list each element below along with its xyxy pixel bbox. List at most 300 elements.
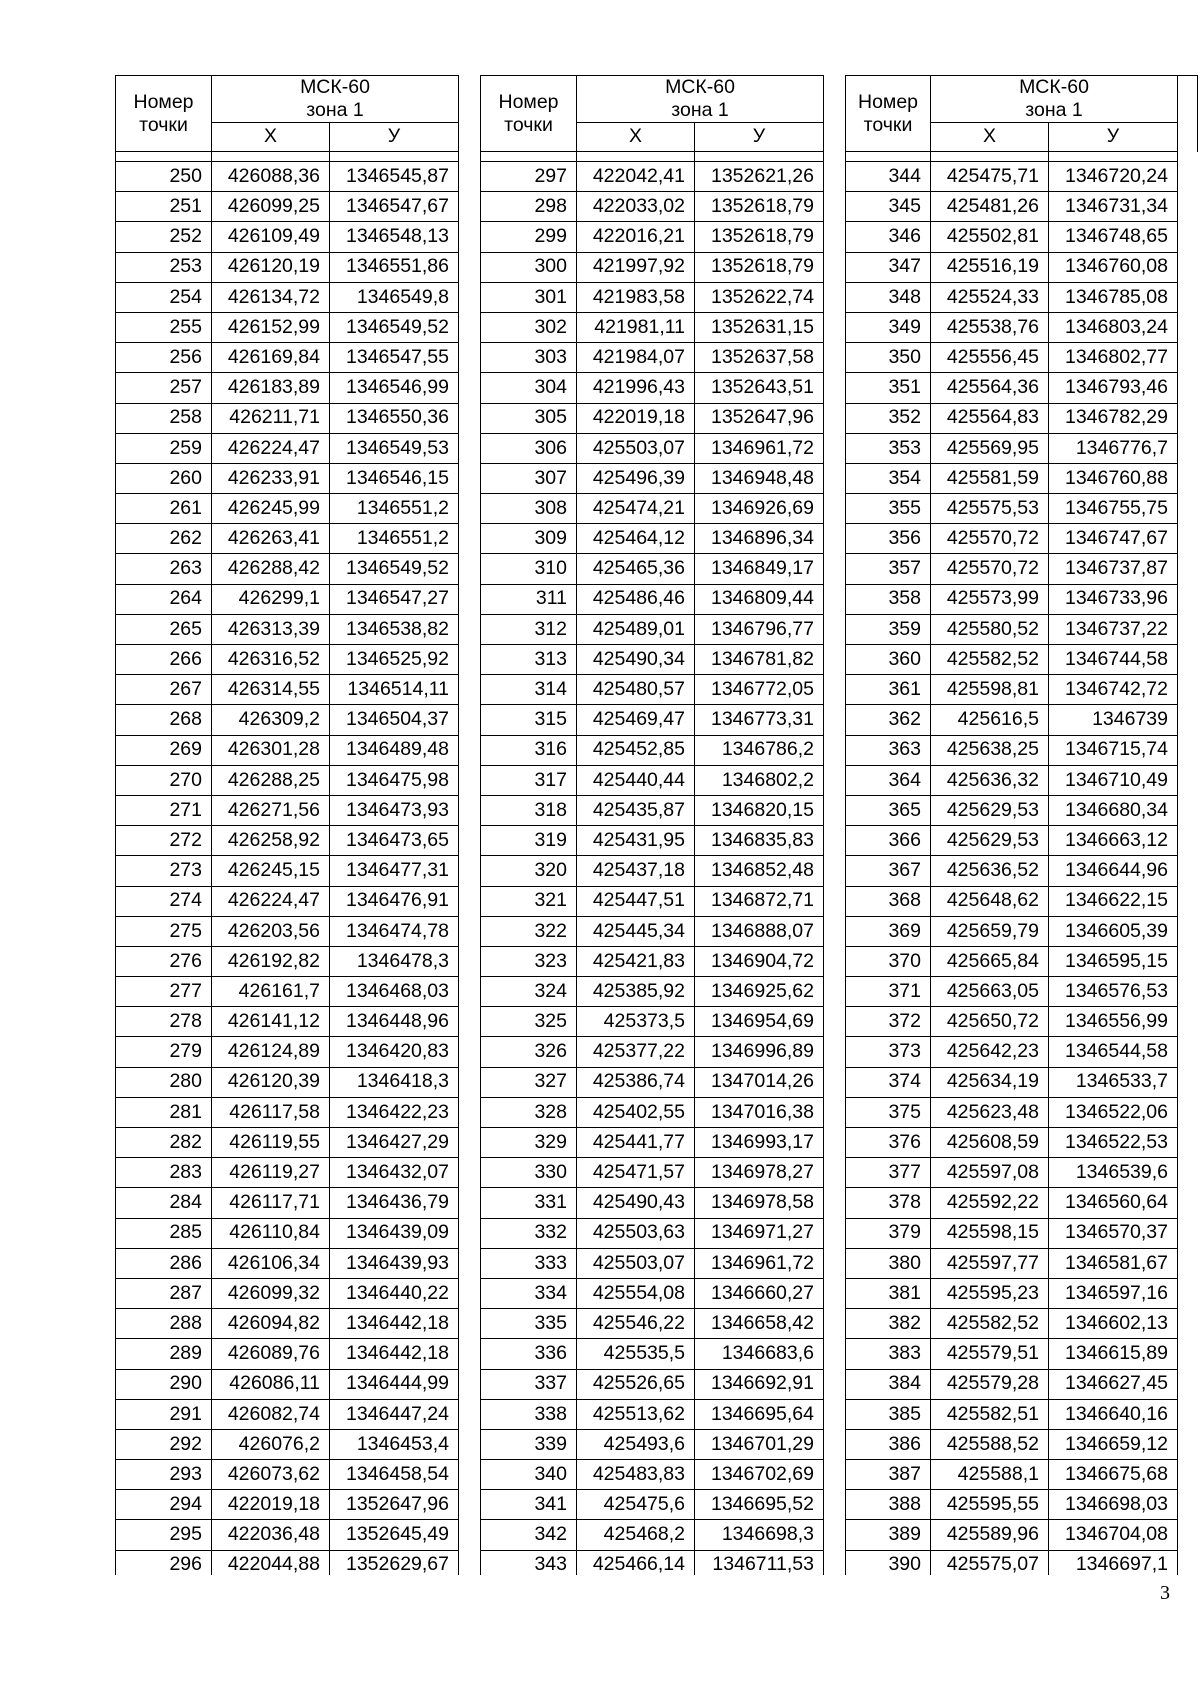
- table-row: [846, 1218, 1198, 1248]
- point-number-cell: 272: [116, 826, 212, 856]
- point-number-cell: 334: [481, 1278, 577, 1308]
- point-number-cell: 372: [846, 1007, 931, 1037]
- x-coordinate-cell: 425598,15: [931, 1218, 1049, 1248]
- table-row: [846, 162, 1198, 192]
- table-row: [481, 735, 824, 765]
- x-coordinate-cell: 426263,41: [212, 524, 330, 554]
- y-coordinate-cell: 1352618,79: [695, 192, 824, 222]
- point-number-cell: 267: [116, 675, 212, 705]
- table-row: [481, 312, 824, 342]
- y-coordinate-cell: 1352622,74: [695, 282, 824, 312]
- y-coordinate-cell: 1346576,53: [1049, 977, 1178, 1007]
- point-number-cell: 269: [116, 735, 212, 765]
- table-row: [116, 1067, 459, 1097]
- x-coordinate-cell: 425616,5: [931, 705, 1049, 735]
- x-coordinate-cell: 426161,7: [212, 977, 330, 1007]
- x-coordinate-cell: 425595,55: [931, 1490, 1049, 1520]
- y-coordinate-cell: 1352629,67: [330, 1550, 459, 1575]
- y-coordinate-cell: 1346442,18: [330, 1339, 459, 1369]
- table-row: [846, 1369, 1198, 1399]
- point-number-cell: 336: [481, 1339, 577, 1369]
- table-row: [481, 1037, 824, 1067]
- table-row: [116, 1369, 459, 1399]
- x-coordinate-cell: 425538,76: [931, 312, 1049, 342]
- table-row: [116, 282, 459, 312]
- x-coordinate-cell: 426099,25: [212, 192, 330, 222]
- x-coordinate-cell: 426211,71: [212, 403, 330, 433]
- table-row: [481, 192, 824, 222]
- table-row: [116, 1128, 459, 1158]
- x-coordinate-cell: 425486,46: [577, 584, 695, 614]
- x-coordinate-cell: 421983,58: [577, 282, 695, 312]
- x-coordinate-cell: 425546,22: [577, 1309, 695, 1339]
- x-coordinate-cell: 426109,49: [212, 222, 330, 252]
- table-header: [846, 76, 1198, 162]
- table-row: [116, 645, 459, 675]
- y-coordinate-cell: 1352631,15: [695, 312, 824, 342]
- table-row: [116, 433, 459, 463]
- y-coordinate-cell: 1346776,7: [1049, 433, 1178, 463]
- table-row: [116, 1188, 459, 1218]
- point-number-cell: 255: [116, 312, 212, 342]
- y-coordinate-cell: 1346427,29: [330, 1128, 459, 1158]
- point-number-cell: 261: [116, 494, 212, 524]
- y-coordinate-cell: 1346544,58: [1049, 1037, 1178, 1067]
- x-coordinate-cell: 425579,28: [931, 1369, 1049, 1399]
- point-number-cell: 290: [116, 1369, 212, 1399]
- point-number-cell: 301: [481, 282, 577, 312]
- x-coordinate-cell: 425608,59: [931, 1128, 1049, 1158]
- point-number-cell: 325: [481, 1007, 577, 1037]
- x-column-header: X: [931, 123, 1049, 152]
- table-row: [481, 1067, 824, 1097]
- point-number-cell: 386: [846, 1429, 931, 1459]
- table-row: [481, 343, 824, 373]
- x-coordinate-cell: 425503,07: [577, 1248, 695, 1278]
- point-number-cell: 319: [481, 826, 577, 856]
- x-coordinate-cell: 425524,33: [931, 282, 1049, 312]
- point-number-cell: 342: [481, 1520, 577, 1550]
- table-row: [481, 977, 824, 1007]
- point-number-cell: 352: [846, 403, 931, 433]
- x-coordinate-cell: 425581,59: [931, 463, 1049, 493]
- table-row: [116, 1158, 459, 1188]
- y-coordinate-cell: 1346549,52: [330, 554, 459, 584]
- y-coordinate-cell: 1346748,65: [1049, 222, 1178, 252]
- point-number-cell: 370: [846, 946, 931, 976]
- x-coordinate-cell: 425513,62: [577, 1399, 695, 1429]
- x-coordinate-cell: 426117,58: [212, 1097, 330, 1127]
- y-coordinate-cell: 1346680,34: [1049, 795, 1178, 825]
- y-coordinate-cell: 1346820,15: [695, 795, 824, 825]
- y-coordinate-cell: 1346468,03: [330, 977, 459, 1007]
- point-number-cell: 306: [481, 433, 577, 463]
- point-number-cell: 262: [116, 524, 212, 554]
- point-number-cell: 275: [116, 916, 212, 946]
- x-coordinate-cell: 426076,2: [212, 1429, 330, 1459]
- y-coordinate-cell: 1346809,44: [695, 584, 824, 614]
- table-row: [846, 1188, 1198, 1218]
- x-coordinate-cell: 426082,74: [212, 1399, 330, 1429]
- y-coordinate-cell: 1346549,52: [330, 312, 459, 342]
- table-row: [846, 524, 1198, 554]
- x-coordinate-cell: 426141,12: [212, 1007, 330, 1037]
- y-coordinate-cell: 1346533,7: [1049, 1067, 1178, 1097]
- x-coordinate-cell: 426288,25: [212, 765, 330, 795]
- table-row: [481, 524, 824, 554]
- x-coordinate-cell: 425469,47: [577, 705, 695, 735]
- y-coordinate-cell: 1346547,27: [330, 584, 459, 614]
- table-row: [846, 856, 1198, 886]
- y-coordinate-cell: 1346704,08: [1049, 1520, 1178, 1550]
- y-coordinate-cell: 1346473,65: [330, 826, 459, 856]
- point-number-cell: 294: [116, 1490, 212, 1520]
- table-row: [846, 705, 1198, 735]
- point-number-cell: 389: [846, 1520, 931, 1550]
- y-coordinate-cell: 1346793,46: [1049, 373, 1178, 403]
- table-row: [481, 373, 824, 403]
- point-number-cell: 273: [116, 856, 212, 886]
- point-number-cell: 378: [846, 1188, 931, 1218]
- x-coordinate-cell: 425483,83: [577, 1460, 695, 1490]
- x-coordinate-cell: 422033,02: [577, 192, 695, 222]
- point-number-cell: 365: [846, 795, 931, 825]
- table-row: [481, 463, 824, 493]
- y-coordinate-cell: 1346675,68: [1049, 1460, 1178, 1490]
- x-coordinate-cell: 425663,05: [931, 977, 1049, 1007]
- y-coordinate-cell: 1346440,22: [330, 1278, 459, 1308]
- y-coordinate-cell: 1346436,79: [330, 1188, 459, 1218]
- y-coordinate-cell: 1352618,79: [695, 252, 824, 282]
- table-row: [481, 252, 824, 282]
- x-coordinate-cell: 425629,53: [931, 795, 1049, 825]
- table-row: [481, 1550, 824, 1575]
- x-coordinate-cell: 425385,92: [577, 977, 695, 1007]
- x-coordinate-cell: 425471,57: [577, 1158, 695, 1188]
- point-number-cell: 318: [481, 795, 577, 825]
- table-row: [846, 584, 1198, 614]
- table-row: [116, 373, 459, 403]
- x-coordinate-cell: 426203,56: [212, 916, 330, 946]
- point-number-cell: 345: [846, 192, 931, 222]
- y-coordinate-cell: 1352637,58: [695, 343, 824, 373]
- x-coordinate-cell: 425665,84: [931, 946, 1049, 976]
- y-coordinate-cell: 1346549,8: [330, 282, 459, 312]
- x-coordinate-cell: 426134,72: [212, 282, 330, 312]
- table-row: [846, 645, 1198, 675]
- table-row: [116, 403, 459, 433]
- table-row: [481, 675, 824, 705]
- table-row: [846, 1067, 1198, 1097]
- table-row: [116, 826, 459, 856]
- point-number-cell: 317: [481, 765, 577, 795]
- x-coordinate-cell: 425595,23: [931, 1278, 1049, 1308]
- table-row: [116, 977, 459, 1007]
- y-coordinate-cell: 1346954,69: [695, 1007, 824, 1037]
- table-row: [481, 494, 824, 524]
- table-row: [846, 1490, 1198, 1520]
- table-row: [116, 584, 459, 614]
- table-row: [481, 645, 824, 675]
- table-row: [116, 1399, 459, 1429]
- table-row: [116, 554, 459, 584]
- point-number-cell: 258: [116, 403, 212, 433]
- y-coordinate-cell: 1346720,24: [1049, 162, 1178, 192]
- point-number-cell: 332: [481, 1218, 577, 1248]
- x-coordinate-cell: 425437,18: [577, 856, 695, 886]
- table-row: [481, 1309, 824, 1339]
- x-coordinate-cell: 425431,95: [577, 826, 695, 856]
- y-coordinate-cell: 1346442,18: [330, 1309, 459, 1339]
- x-coordinate-cell: 425435,87: [577, 795, 695, 825]
- y-coordinate-cell: 1346663,12: [1049, 826, 1178, 856]
- x-coordinate-cell: 425465,36: [577, 554, 695, 584]
- x-coordinate-cell: 425503,63: [577, 1218, 695, 1248]
- x-coordinate-cell: 425642,23: [931, 1037, 1049, 1067]
- x-coordinate-cell: 425502,81: [931, 222, 1049, 252]
- coordinate-table-1: [115, 75, 459, 1575]
- y-coordinate-cell: 1346849,17: [695, 554, 824, 584]
- y-coordinate-cell: 1346658,42: [695, 1309, 824, 1339]
- point-number-cell: 341: [481, 1490, 577, 1520]
- table-row: [846, 343, 1198, 373]
- point-number-cell: 286: [116, 1248, 212, 1278]
- table-row: [116, 494, 459, 524]
- point-number-header: Номер точки: [116, 76, 212, 152]
- table-row: [846, 463, 1198, 493]
- y-coordinate-cell: 1346475,98: [330, 765, 459, 795]
- y-coordinate-cell: 1346925,62: [695, 977, 824, 1007]
- y-column-header: У: [330, 123, 459, 152]
- table-row: [116, 1007, 459, 1037]
- table-row: [116, 524, 459, 554]
- point-number-cell: 368: [846, 886, 931, 916]
- point-number-cell: 265: [116, 614, 212, 644]
- y-coordinate-cell: 1352645,49: [330, 1520, 459, 1550]
- table-row: [116, 705, 459, 735]
- x-coordinate-cell: 425582,51: [931, 1399, 1049, 1429]
- point-number-cell: 349: [846, 312, 931, 342]
- coordinate-system-header: МСК-60 зона 1: [577, 76, 824, 123]
- y-coordinate-cell: 1346602,13: [1049, 1309, 1178, 1339]
- x-coordinate-cell: 426169,84: [212, 343, 330, 373]
- y-coordinate-cell: 1346701,29: [695, 1429, 824, 1459]
- x-coordinate-cell: 425575,07: [931, 1550, 1049, 1575]
- y-coordinate-cell: 1346439,93: [330, 1248, 459, 1278]
- point-number-cell: 288: [116, 1309, 212, 1339]
- y-coordinate-cell: 1346739: [1049, 705, 1178, 735]
- y-coordinate-cell: 1346697,1: [1049, 1550, 1178, 1575]
- y-coordinate-cell: 1346755,75: [1049, 494, 1178, 524]
- point-number-cell: 385: [846, 1399, 931, 1429]
- y-coordinate-cell: 1346597,16: [1049, 1278, 1178, 1308]
- point-number-cell: 253: [116, 252, 212, 282]
- x-coordinate-cell: 425447,51: [577, 886, 695, 916]
- x-column-header: X: [212, 123, 330, 152]
- point-number-header: Номер точки: [846, 76, 931, 152]
- x-coordinate-cell: 425554,08: [577, 1278, 695, 1308]
- table-row: [116, 1037, 459, 1067]
- table-row: [481, 1248, 824, 1278]
- point-number-cell: 380: [846, 1248, 931, 1278]
- point-number-cell: 293: [116, 1460, 212, 1490]
- table-row: [846, 1339, 1198, 1369]
- x-coordinate-cell: 425638,25: [931, 735, 1049, 765]
- point-number-cell: 353: [846, 433, 931, 463]
- coordinate-system-header: МСК-60 зона 1: [931, 76, 1178, 123]
- table-row: [481, 1128, 824, 1158]
- point-number-cell: 295: [116, 1520, 212, 1550]
- x-coordinate-cell: 425386,74: [577, 1067, 695, 1097]
- y-coordinate-cell: 1346640,16: [1049, 1399, 1178, 1429]
- point-number-cell: 348: [846, 282, 931, 312]
- y-coordinate-cell: 1346444,99: [330, 1369, 459, 1399]
- point-number-cell: 313: [481, 645, 577, 675]
- coordinate-tables: [115, 75, 1200, 1575]
- point-number-cell: 369: [846, 916, 931, 946]
- point-number-cell: 315: [481, 705, 577, 735]
- y-coordinate-cell: 1346695,64: [695, 1399, 824, 1429]
- y-coordinate-cell: 1352621,26: [695, 162, 824, 192]
- point-number-cell: 256: [116, 343, 212, 373]
- x-coordinate-cell: 426110,84: [212, 1218, 330, 1248]
- point-number-cell: 266: [116, 645, 212, 675]
- x-coordinate-cell: 425597,77: [931, 1248, 1049, 1278]
- y-coordinate-cell: 1352618,79: [695, 222, 824, 252]
- x-coordinate-cell: 425570,72: [931, 554, 1049, 584]
- point-number-cell: 263: [116, 554, 212, 584]
- table-row: [116, 1520, 459, 1550]
- table-row: [481, 946, 824, 976]
- y-coordinate-cell: 1346715,74: [1049, 735, 1178, 765]
- y-coordinate-cell: 1346622,15: [1049, 886, 1178, 916]
- x-coordinate-cell: 421984,07: [577, 343, 695, 373]
- table-row: [481, 1399, 824, 1429]
- point-number-cell: 279: [116, 1037, 212, 1067]
- x-coordinate-cell: 426119,27: [212, 1158, 330, 1188]
- y-coordinate-cell: 1346547,55: [330, 343, 459, 373]
- point-number-cell: 270: [116, 765, 212, 795]
- point-number-cell: 377: [846, 1158, 931, 1188]
- table-row: [481, 1490, 824, 1520]
- y-coordinate-cell: 1346458,54: [330, 1460, 459, 1490]
- y-coordinate-cell: 1346570,37: [1049, 1218, 1178, 1248]
- table-row: [846, 1097, 1198, 1127]
- point-number-cell: 299: [481, 222, 577, 252]
- x-coordinate-cell: 422036,48: [212, 1520, 330, 1550]
- x-coordinate-cell: 426299,1: [212, 584, 330, 614]
- point-number-cell: 362: [846, 705, 931, 735]
- point-number-cell: 268: [116, 705, 212, 735]
- table-row: [846, 886, 1198, 916]
- point-number-cell: 387: [846, 1460, 931, 1490]
- x-coordinate-cell: 425648,62: [931, 886, 1049, 916]
- table-row: [846, 312, 1198, 342]
- x-coordinate-cell: 425452,85: [577, 735, 695, 765]
- x-coordinate-cell: 426106,34: [212, 1248, 330, 1278]
- point-number-cell: 367: [846, 856, 931, 886]
- x-coordinate-cell: 426224,47: [212, 433, 330, 463]
- point-number-cell: 335: [481, 1309, 577, 1339]
- point-number-cell: 364: [846, 765, 931, 795]
- table-row: [846, 826, 1198, 856]
- x-coordinate-cell: 425582,52: [931, 1309, 1049, 1339]
- x-coordinate-cell: 422019,18: [212, 1490, 330, 1520]
- table-row: [846, 1248, 1198, 1278]
- point-number-cell: 383: [846, 1339, 931, 1369]
- table-row: [481, 554, 824, 584]
- x-coordinate-cell: 425402,55: [577, 1097, 695, 1127]
- table-row: [116, 916, 459, 946]
- x-coordinate-cell: 425592,22: [931, 1188, 1049, 1218]
- table-row: [846, 192, 1198, 222]
- y-coordinate-cell: 1346926,69: [695, 494, 824, 524]
- point-number-cell: 371: [846, 977, 931, 1007]
- x-coordinate-cell: 425503,07: [577, 433, 695, 463]
- point-number-cell: 355: [846, 494, 931, 524]
- y-coordinate-cell: 1346961,72: [695, 1248, 824, 1278]
- y-coordinate-cell: 1346549,53: [330, 433, 459, 463]
- point-number-cell: 373: [846, 1037, 931, 1067]
- y-coordinate-cell: 1347014,26: [695, 1067, 824, 1097]
- point-number-cell: 298: [481, 192, 577, 222]
- x-coordinate-cell: 426301,28: [212, 735, 330, 765]
- table-row: [116, 1278, 459, 1308]
- point-number-cell: 297: [481, 162, 577, 192]
- point-number-cell: 379: [846, 1218, 931, 1248]
- point-number-cell: 276: [116, 946, 212, 976]
- x-coordinate-cell: 426314,55: [212, 675, 330, 705]
- point-number-cell: 359: [846, 614, 931, 644]
- y-coordinate-cell: 1346489,48: [330, 735, 459, 765]
- table-row: [846, 614, 1198, 644]
- table-row: [116, 1339, 459, 1369]
- x-coordinate-cell: 426086,11: [212, 1369, 330, 1399]
- y-coordinate-cell: 1346782,29: [1049, 403, 1178, 433]
- table-row: [481, 614, 824, 644]
- y-coordinate-cell: 1346453,4: [330, 1429, 459, 1459]
- x-coordinate-cell: 426309,2: [212, 705, 330, 735]
- table-row: [481, 1339, 824, 1369]
- x-coordinate-cell: 425588,52: [931, 1429, 1049, 1459]
- point-number-cell: 282: [116, 1128, 212, 1158]
- x-coordinate-cell: 425466,14: [577, 1550, 695, 1575]
- point-number-cell: 347: [846, 252, 931, 282]
- y-coordinate-cell: 1346731,34: [1049, 192, 1178, 222]
- point-number-cell: 322: [481, 916, 577, 946]
- y-coordinate-cell: 1346473,93: [330, 795, 459, 825]
- y-coordinate-cell: 1346835,83: [695, 826, 824, 856]
- x-coordinate-cell: 426089,76: [212, 1339, 330, 1369]
- table-row: [846, 554, 1198, 584]
- point-number-cell: 338: [481, 1399, 577, 1429]
- y-coordinate-cell: 1346803,24: [1049, 312, 1178, 342]
- table-row: [481, 765, 824, 795]
- y-coordinate-cell: 1346615,89: [1049, 1339, 1178, 1369]
- y-coordinate-cell: 1346550,36: [330, 403, 459, 433]
- point-number-cell: 309: [481, 524, 577, 554]
- table-row: [846, 1037, 1198, 1067]
- table-row: [116, 1490, 459, 1520]
- y-coordinate-cell: 1346888,07: [695, 916, 824, 946]
- coordinate-system-header: МСК-60 зона 1: [212, 76, 459, 123]
- point-number-cell: 303: [481, 343, 577, 373]
- point-number-cell: 376: [846, 1128, 931, 1158]
- y-coordinate-cell: 1346448,96: [330, 1007, 459, 1037]
- y-coordinate-cell: 1346737,22: [1049, 614, 1178, 644]
- x-coordinate-cell: 425475,71: [931, 162, 1049, 192]
- point-number-cell: 251: [116, 192, 212, 222]
